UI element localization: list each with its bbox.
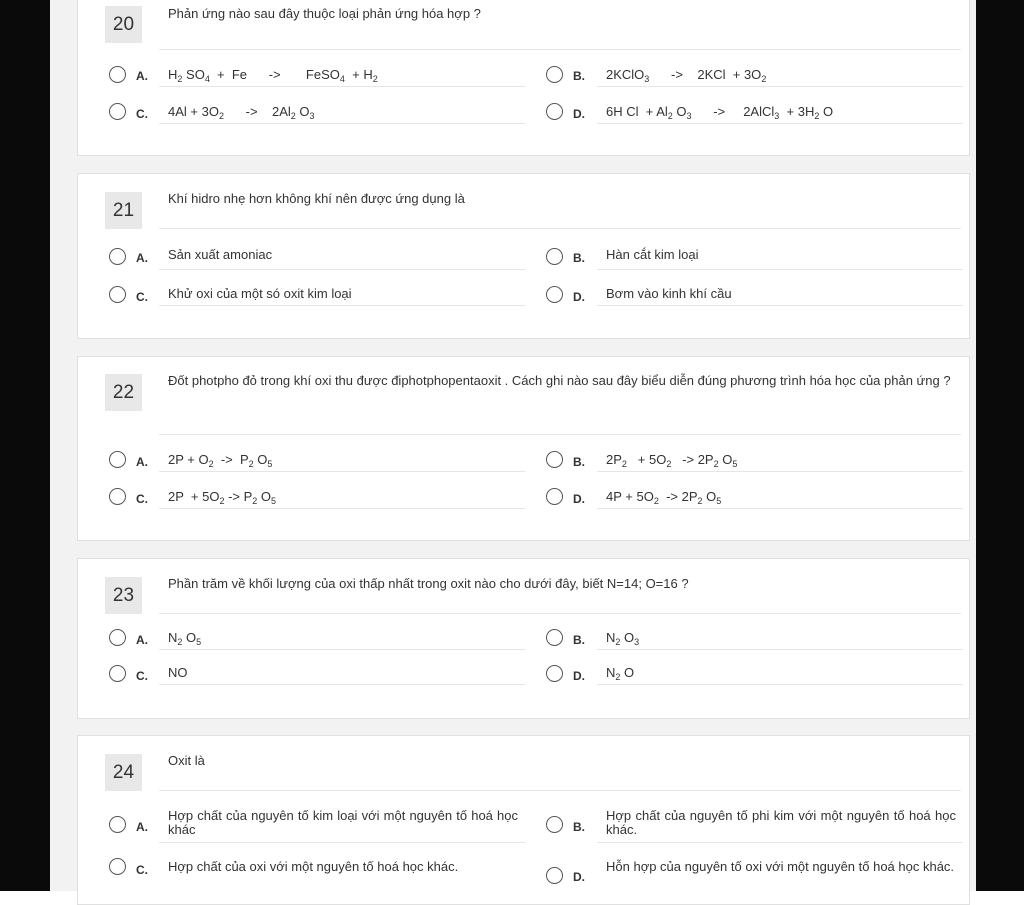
option-a-text[interactable]: $H_2$ $SO_4 + Fe$ -> FeSO$_4$ + $H_2$ [168,67,378,84]
option-c-text[interactable]: Khử oxi của một só oxit kim loại [168,286,352,301]
option-d-underline [597,684,963,685]
quiz-page [50,0,976,891]
option-d-text[interactable]: Bơm vào kinh khí cầu [606,286,732,301]
question-number: 24 [105,754,142,791]
option-b-underline [597,842,963,843]
option-c-text[interactable]: $4Al + 3O_2$ -> $2Al_2$ $O_3$ [168,104,315,121]
option-a-text[interactable]: $2P + O_2 -> P_2$ $O_5$ [168,452,273,469]
option-d-text[interactable]: Hỗn hợp của nguyên tố oxi với một nguyên tố hoá học khác. [606,859,955,874]
option-d-radio[interactable] [546,488,563,505]
question-text: Phần trăm về khối lượng của oxi thấp nhất trong oxit nào cho dưới đây, biết N=14; O=16 ? [168,576,689,591]
option-a-radio[interactable] [109,816,126,833]
option-b-text[interactable]: Hợp chất của nguyên tố phi kim với một nguyên tố hoá học khác. [606,808,956,837]
option-c-text[interactable]: $2P + 5O_2 -> P_2$ $O_5$ [168,489,277,506]
option-b-radio[interactable] [546,451,563,468]
option-d-text[interactable]: $4P + 5O_2 -> 2P_2$ $O_5$ [606,489,722,506]
option-b-letter: B. [573,820,585,834]
option-b-letter: B. [573,69,585,83]
option-b-underline [597,471,963,472]
question-divider [159,228,961,229]
option-c-underline [159,305,525,306]
option-c-letter: C. [136,669,148,683]
option-c-radio[interactable] [109,488,126,505]
option-a-text[interactable]: $N_2$ $O_5$ [168,630,202,647]
option-c-letter: C. [136,107,148,121]
option-d-underline [597,123,963,124]
question-number: 21 [105,192,142,229]
option-d-letter: D. [573,492,585,506]
option-c-underline [159,123,525,124]
question-card-22 [77,356,970,541]
option-a-underline [159,649,525,650]
option-a-radio[interactable] [109,451,126,468]
question-number: 22 [105,374,142,411]
option-b-letter: B. [573,633,585,647]
option-d-radio[interactable] [546,665,563,682]
option-c-text[interactable]: NO [168,665,188,680]
option-a-letter: A. [136,69,148,83]
option-c-underline [159,508,525,509]
question-card-24 [77,735,970,905]
option-d-underline [597,305,963,306]
right-frame-edge [976,0,1024,891]
option-a-radio[interactable] [109,66,126,83]
option-b-underline [597,86,963,87]
option-d-letter: D. [573,669,585,683]
option-a-radio[interactable] [109,248,126,265]
question-divider [159,613,961,614]
option-c-letter: C. [136,492,148,506]
option-a-text[interactable]: Sản xuất amoniac [168,247,273,262]
option-b-text[interactable]: Hàn cắt kim loại [606,247,699,262]
option-c-radio[interactable] [109,103,126,120]
question-card-21 [77,173,970,339]
option-b-text[interactable]: 2KClO$_3$ -> $2KCl + 3O_2$ [606,67,767,84]
question-divider [159,790,961,791]
option-c-radio[interactable] [109,858,126,875]
option-b-letter: B. [573,251,585,265]
left-frame-edge [0,0,50,891]
option-b-text[interactable]: $2P_2 + 5O_2 -> 2P_2$ $O_5$ [606,452,738,469]
option-a-underline [159,842,525,843]
question-number: 23 [105,577,142,614]
option-c-letter: C. [136,290,148,304]
option-c-underline [159,684,525,685]
option-b-radio[interactable] [546,816,563,833]
option-a-letter: A. [136,251,148,265]
option-d-underline [597,508,963,509]
option-a-letter: A. [136,455,148,469]
option-d-radio[interactable] [546,867,563,884]
option-c-text[interactable]: Hợp chất của oxi với một nguyên tố hoá học khác. [168,859,459,874]
option-c-letter: C. [136,863,148,877]
option-b-text[interactable]: $N_2$ $O_3$ [606,630,640,647]
option-a-underline [159,86,525,87]
option-b-underline [597,269,963,270]
option-d-text[interactable]: $N_2$ O [606,665,635,682]
option-d-letter: D. [573,107,585,121]
question-text: Đốt photpho đỏ trong khí oxi thu được điphotphopentaoxit . Cách ghi nào sau đây biểu diễn đúng phương trình hóa học của phản ứng ? [168,373,951,388]
option-a-underline [159,269,525,270]
option-a-text[interactable]: Hợp chất của nguyên tố kim loại với một nguyên tố hoá học khác [168,808,518,837]
option-d-text[interactable]: 6H $Cl + Al_2$ $O_3$ -> 2AlCl$_3$ + $3H_2$ O [606,104,834,121]
question-text: Oxit là [168,753,205,768]
option-c-radio[interactable] [109,665,126,682]
option-d-radio[interactable] [546,286,563,303]
option-b-radio[interactable] [546,248,563,265]
option-d-letter: D. [573,290,585,304]
option-b-underline [597,649,963,650]
option-a-underline [159,471,525,472]
option-a-letter: A. [136,633,148,647]
option-c-radio[interactable] [109,286,126,303]
question-text: Phản ứng nào sau đây thuộc loại phản ứng hóa hợp ? [168,6,481,21]
option-d-radio[interactable] [546,103,563,120]
option-d-letter: D. [573,870,585,884]
question-divider [159,49,961,50]
question-text: Khí hidro nhẹ hơn không khí nên được ứng dụng là [168,191,465,206]
option-a-letter: A. [136,820,148,834]
option-b-letter: B. [573,455,585,469]
question-card-23 [77,558,970,719]
option-b-radio[interactable] [546,629,563,646]
option-a-radio[interactable] [109,629,126,646]
question-card-20 [77,0,970,156]
question-number: 20 [105,6,142,43]
question-divider [159,434,961,435]
option-b-radio[interactable] [546,66,563,83]
